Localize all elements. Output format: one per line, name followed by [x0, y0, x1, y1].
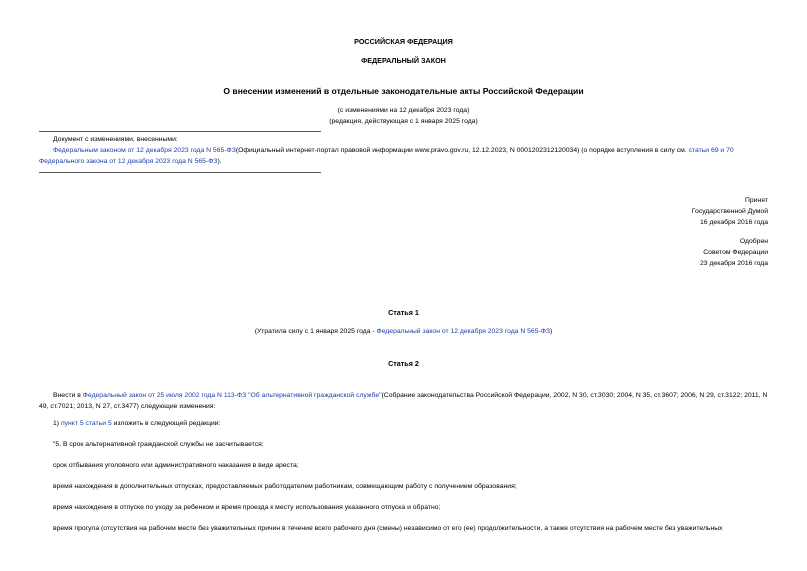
amendment-tail-text: ).	[217, 158, 222, 165]
approved-line-2: Советом Федерации	[703, 249, 768, 256]
divider-top	[39, 131, 321, 132]
item-1-link[interactable]: пункт 5 статьи 5	[60, 420, 112, 427]
article-1-prefix: (Утратила силу с 1 января 2025 года -	[254, 328, 375, 335]
article-2-heading: Статья 2	[388, 359, 419, 368]
edition-note: (редакция, действующая с 1 января 2025 года)	[329, 118, 478, 125]
accepted-line-1: Принят	[744, 197, 768, 204]
article-2-intro-prefix: Внести в	[53, 392, 81, 399]
adoption-approved	[700, 236, 768, 269]
quote-line-1: "5. В срок альтернативной гражданской службы не засчитывается:	[53, 441, 264, 448]
page-title: О внесении изменений в отдельные законодательные акты Российской Федерации	[223, 86, 584, 96]
adoption-accepted	[692, 195, 768, 228]
article-2-law-link[interactable]: Федеральный закон от 25 июля 2002 года N 113-ФЗ "Об альтернативной гражданской службе"	[82, 392, 382, 399]
amendments-list	[39, 145, 771, 167]
amendment-source-text: (Официальный интернет-портал правовой информации www.pravo.gov.ru, 12.12.2023, N 0001202312120034) (о порядке вступления в силу см.	[235, 147, 687, 154]
item-1-prefix: 1)	[53, 420, 60, 427]
article-1-heading: Статья 1	[388, 308, 419, 317]
quote-line-4: время нахождения в отпуске по уходу за ребенком и время проезда к месту использования указанного отпуска и обратно;	[53, 504, 441, 511]
article-2-intro	[39, 390, 771, 412]
quote-line-2: срок отбывания уголовного или административного наказания в виде ареста;	[53, 462, 299, 469]
amended-note: (с изменениями на 12 декабря 2023 года)	[337, 107, 470, 114]
accepted-line-2: Государственной Думой	[691, 208, 768, 215]
item-1	[53, 420, 221, 427]
amendments-intro: Документ с изменениями, внесенными:	[53, 136, 178, 143]
quote-line-3: время нахождения в дополнительных отпусках, предоставляемых работодателем работникам, совмещающим работу с получением образования;	[53, 483, 517, 490]
article-2-intro-suffix: (Собрание законодательства Российской Федерации, 2002, N 30, ст.3030; 2004, N 35, ст.3607; 2006, N 29, ст.3122; 2011, N 49, ст.7021; 2013, N 27, ст.3477) следующие изменения:	[39, 392, 768, 410]
article-1-text	[0, 328, 807, 335]
article-1-link[interactable]: Федеральный закон от 12 декабря 2023 года N 565-ФЗ	[376, 328, 551, 335]
article-1-suffix: )	[550, 328, 553, 335]
approved-line-1: Одобрен	[739, 238, 768, 245]
law-type-heading: ФЕДЕРАЛЬНЫЙ ЗАКОН	[361, 56, 446, 65]
country-heading: РОССИЙСКАЯ ФЕДЕРАЦИЯ	[354, 37, 453, 46]
accepted-line-3: 16 декабря 2016 года	[700, 219, 768, 226]
amendment-link-articles-69-70[interactable]: статьи 69 и 70 Федерального закона от 12 декабря 2023 года N 565-ФЗ	[39, 147, 734, 165]
divider-bottom	[39, 172, 321, 173]
quote-line-5: время прогула (отсутствия на рабочем месте без уважительных причин в течение всего рабочего дня (смены) независимо от его (ее) продолжительности, а также отсутствия на рабочем месте без уважительных	[53, 525, 723, 532]
amendment-link-565fz[interactable]: Федеральным законом от 12 декабря 2023 года N 565-ФЗ	[53, 147, 236, 154]
approved-line-3: 23 декабря 2016 года	[700, 260, 768, 267]
item-1-suffix: изложить в следующей редакции:	[113, 420, 221, 427]
